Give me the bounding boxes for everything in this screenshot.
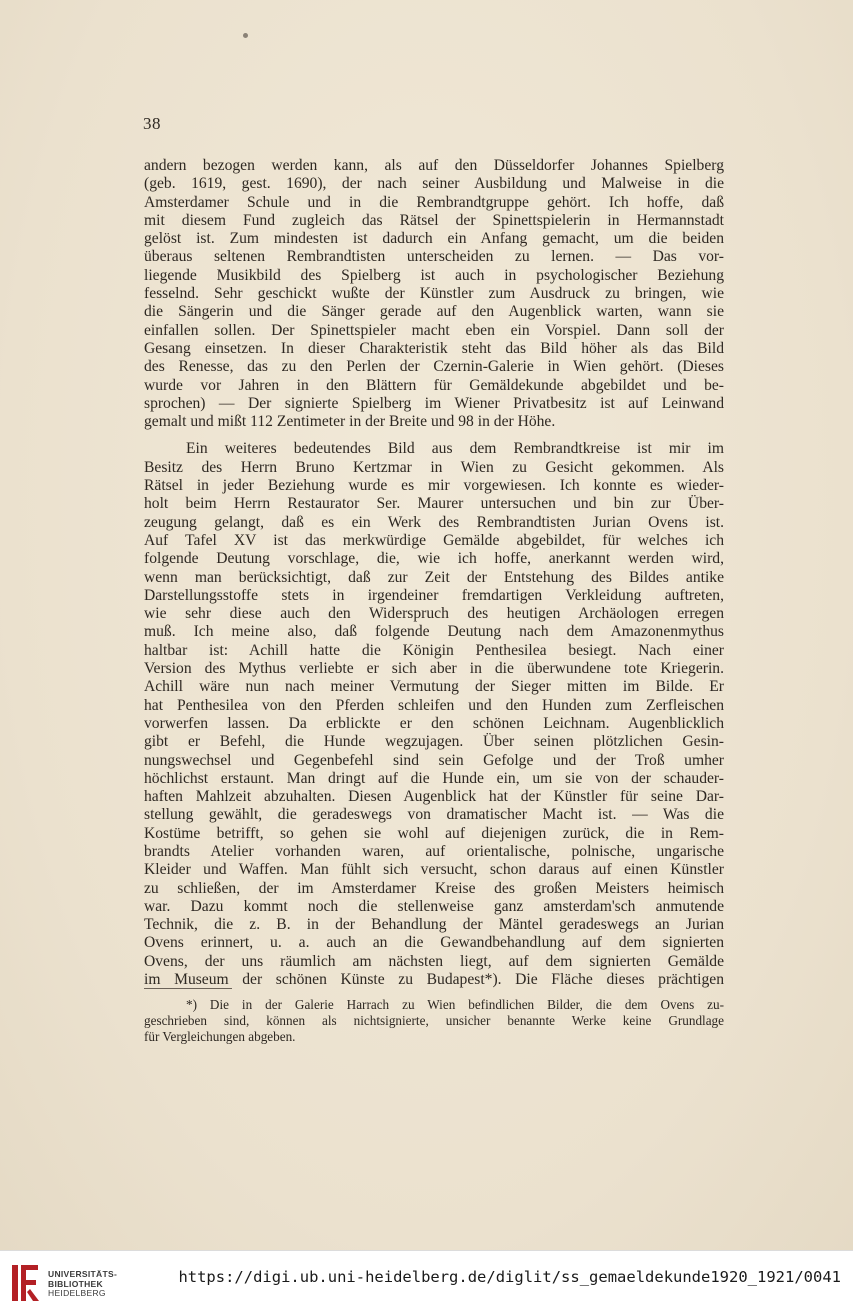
paragraph-2 [144, 440, 724, 989]
text-line: einfallen sollen. Der Spinettspieler macht eben ein Vorspiel. Dann soll der [144, 321, 724, 339]
text-line: war. Dazu kommt noch die stellenweise ganz amsterdam'sch anmutende [144, 897, 724, 915]
text-line: Besitz des Herrn Bruno Kertzmar in Wien zu Gesicht gekommen. Als [144, 458, 724, 476]
text-line: Kostüme betrifft, so gehen sie wohl auf diejenigen zurück, die in Rem- [144, 824, 724, 842]
text-line: Achill wäre nun nach meiner Vermutung der Sieger mitten im Bilde. Er [144, 678, 724, 696]
text-line: Auf Tafel XV ist das merkwürdige Gemälde abgebildet, für welches ich [144, 531, 724, 549]
text-line: Darstellungsstoffe stets in irgendeiner fremdartigen Verkleidung auftreten, [144, 586, 724, 604]
text-line: Gesang einsetzen. In dieser Charakteristik steht das Bild höher als das Bild [144, 339, 724, 357]
library-name-line: UNIVERSITÄTS- [48, 1269, 118, 1279]
text-line: Kleider und Waffen. Man fühlt sich versucht, schon daraus auf einen Künstler [144, 861, 724, 879]
text-line: wenn man berücksichtigt, daß zur Zeit der Entstehung des Bildes antike [144, 568, 724, 586]
text-line: fesselnd. Sehr geschickt wußte der Künstler zum Ausdruck zu bringen, wie [144, 285, 724, 303]
text-line: brandts Atelier vorhanden waren, auf orientalische, polnische, ungarische [144, 842, 724, 860]
text-line: gibt er Befehl, die Hunde wegzujagen. Über seinen plötzlichen Gesin- [144, 733, 724, 751]
text-line: (geb. 1619, gest. 1690), der nach seiner Ausbildung und Malweise in die [144, 175, 724, 193]
permalink-url[interactable]: https://digi.ub.uni-heidelberg.de/diglit/ss_gemaeldekunde1920_1921/0041 [178, 1268, 841, 1286]
text-line: zeugung gelangt, daß es ein Werk des Rembrandtisten Jurian Ovens ist. [144, 513, 724, 531]
text-line: zu schließen, der im Amsterdamer Kreise des großen Meisters heimisch [144, 879, 724, 897]
text-line: Technik, die z. B. in der Behandlung der Mäntel geradeswegs an Jurian [144, 916, 724, 934]
text-line: sprochen) — Der signierte Spielberg im Wiener Privatbesitz ist auf Leinwand [144, 394, 724, 412]
text-line: folgende Deutung vorschlage, die, wie ich hoffe, anerkannt werden wird, [144, 550, 724, 568]
library-name-line: HEIDELBERG [48, 1288, 106, 1298]
text-line: muß. Ich meine also, daß folgende Deutung nach dem Amazonenmythus [144, 623, 724, 641]
text-line: Amsterdamer Schule und in die Rembrandtgruppe gehört. Ich hoffe, daß [144, 193, 724, 211]
text-line: die Sängerin und die Sänger gerade auf den Augenblick warten, wann sie [144, 303, 724, 321]
text-line: Ein weiteres bedeutendes Bild aus dem Rembrandtkreise ist mir im [186, 440, 724, 458]
text-line: wie sehr diese auch den Widerspruch des heutigen Archäologen erregen [144, 605, 724, 623]
text-line: liegende Musikbild des Spielberg ist auch in psychologischer Beziehung [144, 266, 724, 284]
footnote-line: für Vergleichungen abgeben. [144, 1029, 296, 1045]
footnote-line: geschrieben sind, können als nichtsignierte, unsicher benannte Werke keine Grundlage [144, 1013, 724, 1029]
text-line: vorwerfen lassen. Da erblickte er den schönen Leichnam. Augenblicklich [144, 714, 724, 732]
text-line: mit diesem Fund zugleich das Rätsel der Spinettspielerin in Hermannstadt [144, 211, 724, 229]
page-number: 38 [143, 114, 161, 133]
heidelberg-university-library-logo-icon[interactable] [8, 1261, 42, 1305]
text-line: wurde vor Jahren in den Blättern für Gemäldekunde abgebildet und be- [144, 376, 724, 394]
text-line: haften Mahlzeit abzuhalten. Diesen Augenblick hat der Künstler für seine Dar- [144, 788, 724, 806]
text-line: höchlichst erstaunt. Man dringt auf die Hunde ein, um sie von der schauder- [144, 769, 724, 787]
viewer-footer [0, 1250, 853, 1315]
footnote [144, 997, 724, 1046]
text-line: holt beim Herrn Restaurator Ser. Maurer untersuchen und bin zur Über- [144, 495, 724, 513]
text-line: im Museum der schönen Künste zu Budapest*). Die Fläche dieses prächtigen [144, 971, 724, 989]
text-line: Ovens erinnert, u. a. auch an die Gewandbehandlung auf dem signierten [144, 934, 724, 952]
library-name-line: BIBLIOTHEK [48, 1278, 103, 1289]
text-line: gemalt und mißt 112 Zentimeter in der Breite und 98 in der Höhe. [144, 413, 556, 431]
paragraph-1 [144, 157, 724, 431]
text-line: stellung gewählt, die geradeswegs von dramatischer Macht ist. — Was die [144, 806, 724, 824]
text-line: andern bezogen werden kann, als auf den Düsseldorfer Johannes Spielberg [144, 157, 724, 174]
text-line: hat Penthesilea von den Pferden schleifen und den Hunden zum Zerfleischen [144, 696, 724, 714]
text-line: Ovens, der uns räumlich am nächsten liegt, auf dem signierten Gemälde [144, 952, 724, 970]
text-line: des Renesse, das zu den Perlen der Czernin-Galerie in Wien gehört. (Dieses [144, 358, 724, 376]
footnote-line: *) Die in der Galerie Harrach zu Wien befindlichen Bilder, die dem Ovens zu- [186, 997, 724, 1012]
scan-speck [243, 33, 248, 38]
text-line: Version des Mythus verliebte er sich aber in die überwundene tote Kriegerin. [144, 660, 724, 678]
text-line: gelöst ist. Zum mindesten ist dadurch ein Anfang gemacht, um die beiden [144, 230, 724, 248]
text-line: überaus seltenen Rembrandtisten unterscheiden zu lernen. — Das vor- [144, 248, 724, 266]
text-line: nungswechsel und Gegenbefehl sind sein Gefolge und der Troß umher [144, 751, 724, 769]
body-text [144, 157, 724, 989]
footnote-divider [144, 988, 232, 989]
text-line: haltbar ist: Achill hatte die Königin Penthesilea besiegt. Nach einer [144, 641, 724, 659]
library-name [48, 1270, 117, 1299]
text-line: Rätsel in jeder Beziehung wurde es mir vorgewiesen. Ich konnte es wieder- [144, 477, 724, 495]
